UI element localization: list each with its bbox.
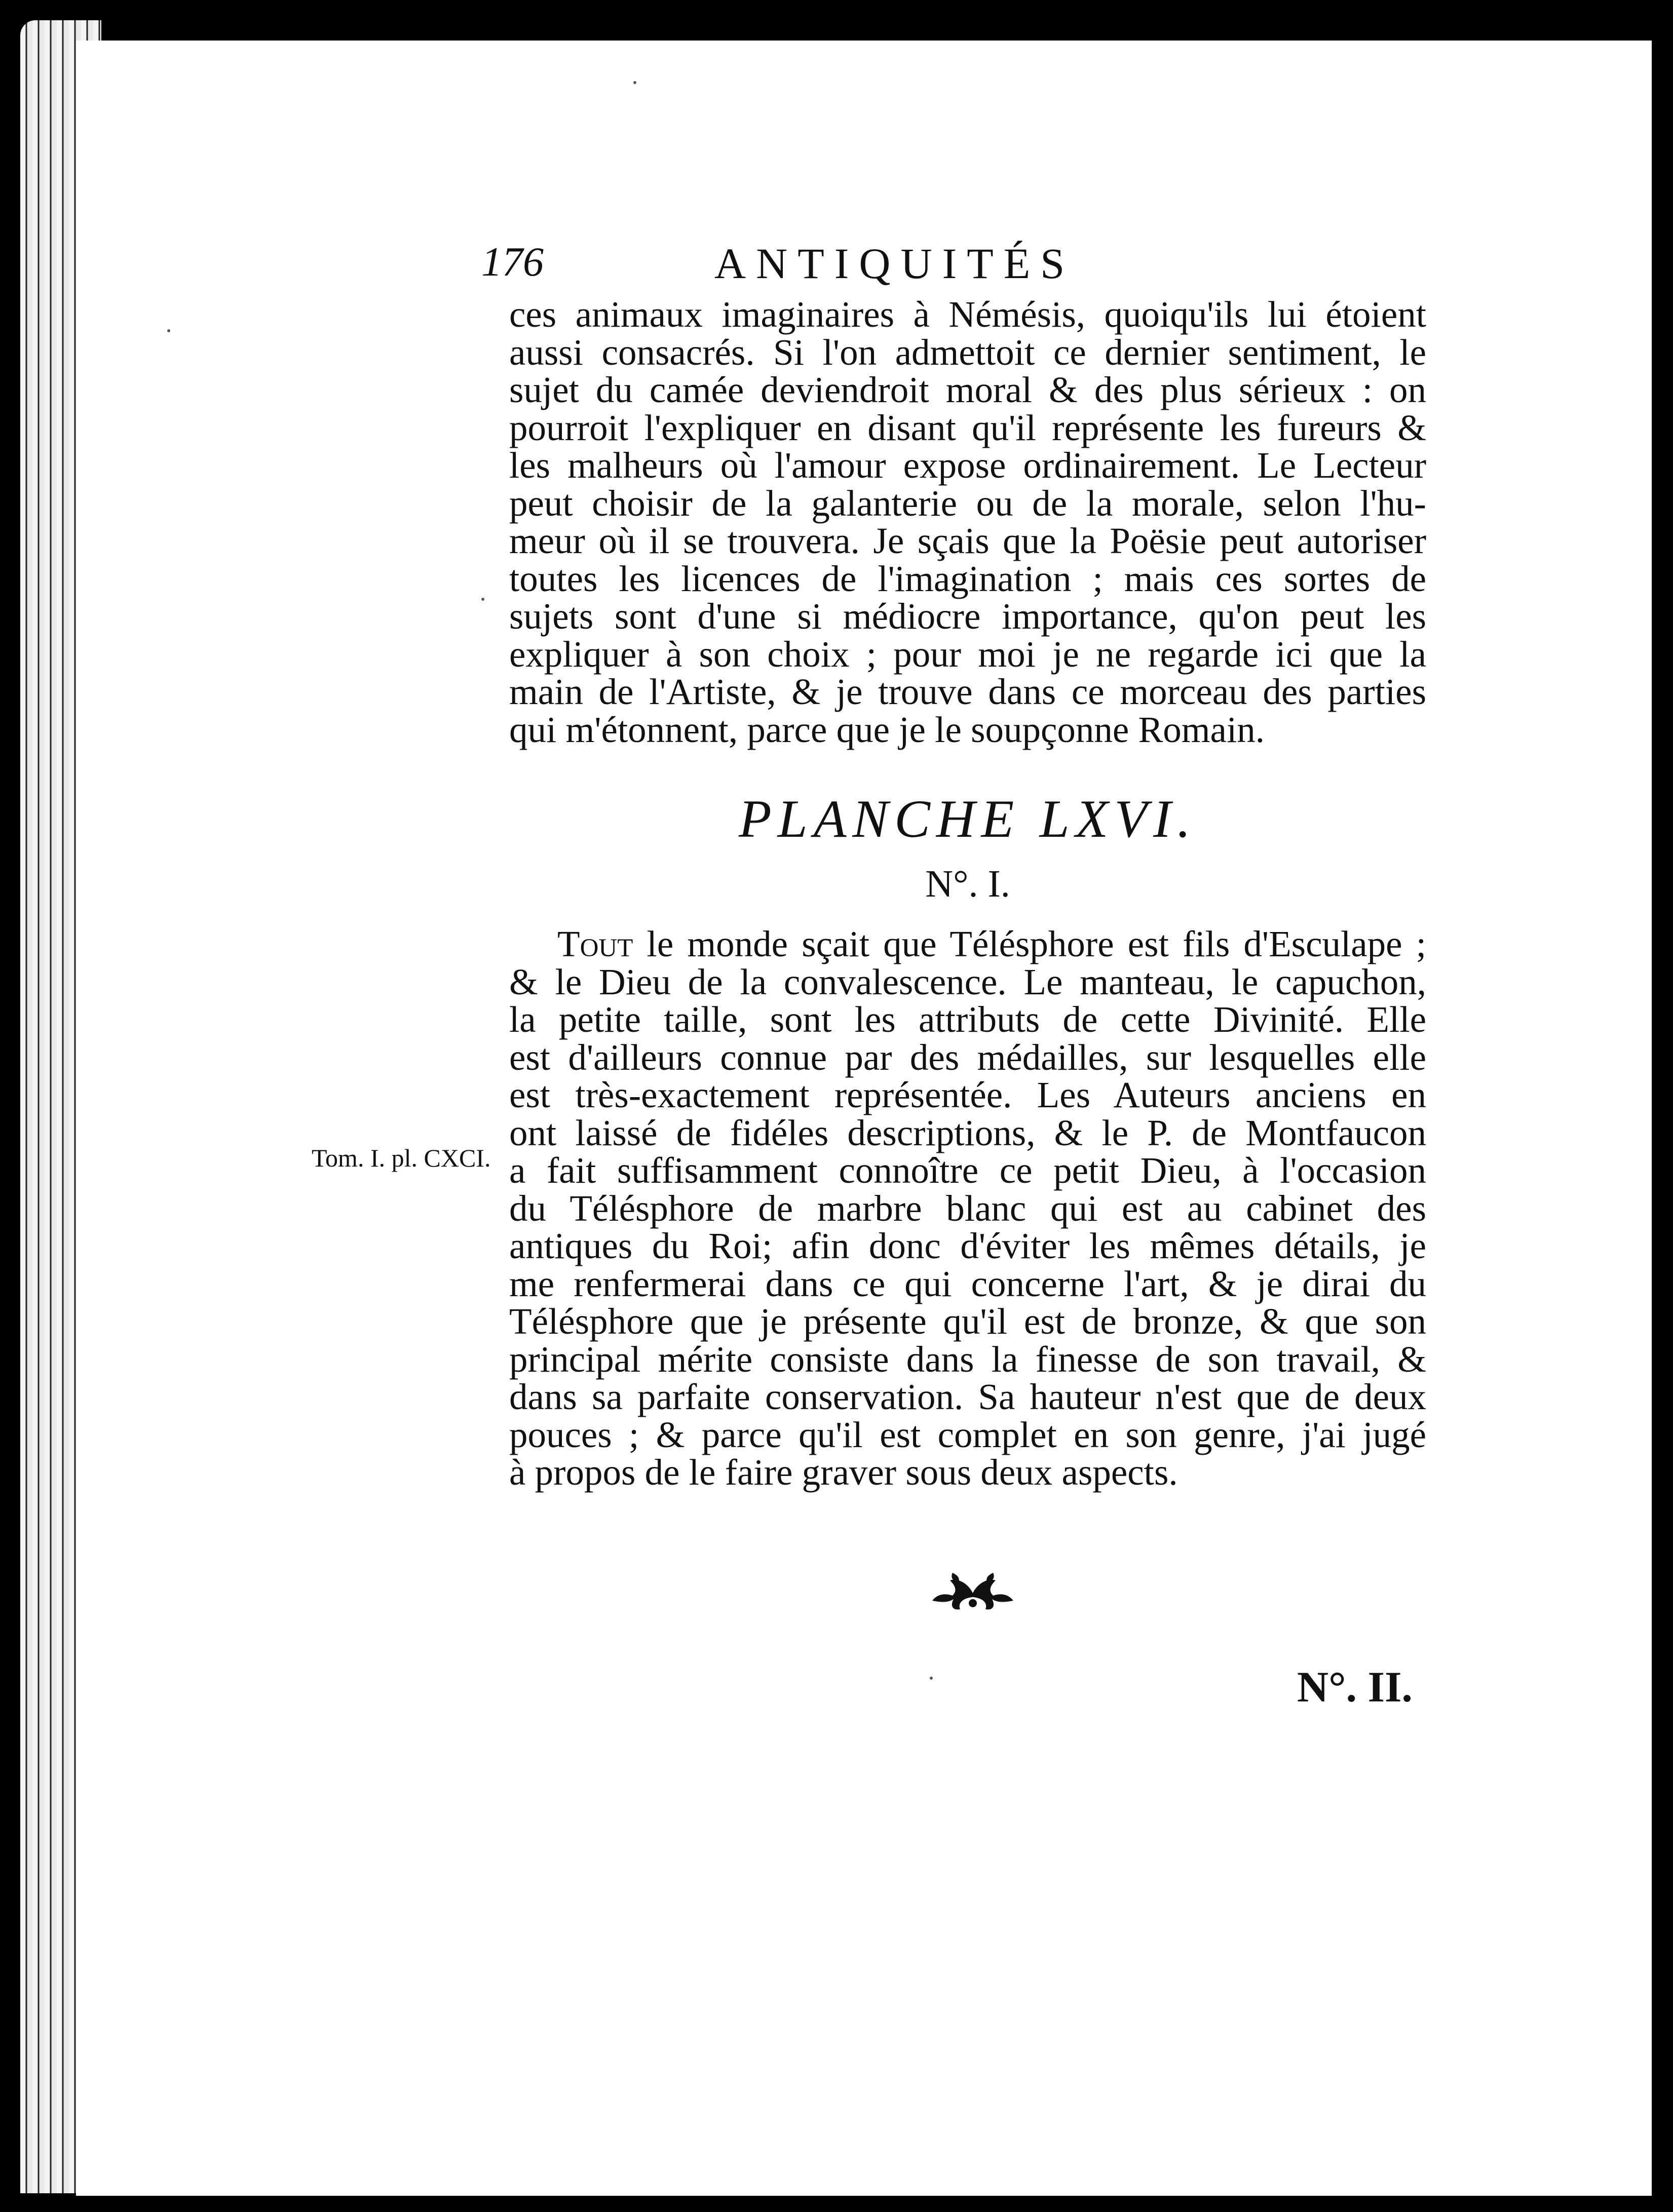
plate-heading: PLANCHE LXVI. <box>739 789 1197 848</box>
text-line: & le Dieu de la convalescence. Le manteau, le capuchon, <box>509 961 1426 1002</box>
text-line: aussi consacrés. Si l'on admettoit ce dernier sentiment, le <box>509 331 1426 373</box>
running-head <box>481 238 1216 299</box>
paragraph-1 <box>509 296 1426 749</box>
text-line: est très-exactement représentée. Les Auteurs anciens en <box>509 1074 1426 1115</box>
text-line: pourroit l'expliquer en disant qu'il représente les fureurs & <box>509 407 1426 448</box>
text-line: principal mérite consiste dans la finesse de son travail, & <box>509 1338 1426 1380</box>
text-line: main de l'Artiste, & je trouve dans ce morceau des parties <box>509 671 1426 712</box>
margin-reference-note: Tom. I. pl. CXCI. <box>312 1144 491 1172</box>
initial-word: Tout <box>557 923 633 964</box>
text-line: du Télésphore de marbre blanc qui est au cabinet des <box>509 1187 1426 1229</box>
text-line: dans sa parfaite conservation. Sa hauteur n'est que de deux <box>509 1376 1426 1417</box>
text-line: Télésphore que je présente qu'il est de bronze, & que son <box>509 1301 1426 1342</box>
text-line: est d'ailleurs connue par des médailles, sur lesquelles elle <box>509 1036 1426 1078</box>
catchword: N°. II. <box>1297 1662 1413 1711</box>
text-line: expliquer à son choix ; pour moi je ne regarde ici que la <box>509 633 1426 675</box>
running-title: ANTIQUITÉS <box>714 239 1075 288</box>
text-line: la petite taille, sont les attributs de cette Divinité. Elle <box>509 999 1426 1040</box>
paper-speck <box>481 598 484 601</box>
paper-speck <box>633 81 636 84</box>
number-heading: N°. I. <box>925 863 1010 905</box>
paper-speck <box>930 1677 933 1680</box>
text-line-first <box>509 925 1426 963</box>
paper-speck <box>167 329 170 332</box>
text-line: les malheurs où l'amour expose ordinairement. Le Lecteur <box>509 445 1426 486</box>
text-line: sujet du camée deviendroit moral & des plus sérieux : on <box>509 369 1426 410</box>
fleuron-ornament-icon <box>922 1563 1023 1618</box>
text-line: qui m'étonnent, parce que je le soupçonne Romain. <box>509 709 1265 750</box>
paragraph-2 <box>509 925 1426 1492</box>
text-line: peut choisir de la galanterie ou de la morale, selon l'hu- <box>509 482 1426 524</box>
text-line: a fait suffisamment connoître ce petit Dieu, à l'occasion <box>509 1150 1426 1191</box>
text-line: me renfermerai dans ce qui concerne l'art, & je dirai du <box>509 1263 1426 1304</box>
text-line: sujets sont d'une si médiocre importance, qu'on peut les <box>509 596 1426 637</box>
text-line-rest: le monde sçait que Télésphore est fils d'Esculape ; <box>633 923 1426 964</box>
text-line: meur où il se trouvera. Je sçais que la Poësie peut autoriser <box>509 520 1426 561</box>
text-line: ont laissé de fidéles descriptions, & le P. de Montfaucon <box>509 1112 1426 1153</box>
page-number: 176 <box>481 239 544 285</box>
text-line: antiques du Roi; afin donc d'éviter les mêmes détails, je <box>509 1225 1426 1266</box>
text-line: pouces ; & parce qu'il est complet en son genre, j'ai jugé <box>509 1414 1426 1455</box>
text-line: à propos de le faire graver sous deux aspects. <box>509 1452 1178 1493</box>
text-line: toutes les licences de l'imagination ; mais ces sortes de <box>509 558 1426 599</box>
text-line: ces animaux imaginaires à Némésis, quoiqu'ils lui étoient <box>509 294 1426 335</box>
